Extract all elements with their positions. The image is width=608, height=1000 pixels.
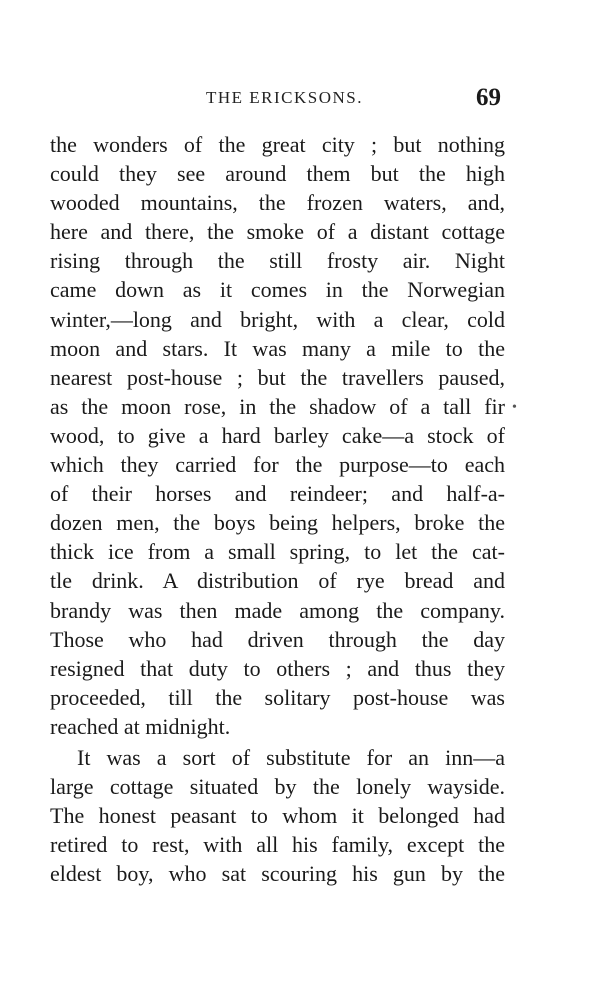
- text-line: resigned that duty to others ; and thus they: [50, 655, 505, 681]
- text-line: large cottage situated by the lonely wayside.: [50, 774, 505, 800]
- text-line: wood, to give a hard barley cake—a stock of: [50, 422, 505, 448]
- text-line: tle drink. A distribution of rye bread and: [50, 568, 505, 594]
- text-line: The honest peasant to whom it belonged had: [50, 803, 505, 829]
- paragraph-1: [50, 130, 505, 741]
- text-line: thick ice from a small spring, to let the cat-: [50, 539, 505, 565]
- text-line: brandy was then made among the company.: [50, 597, 505, 623]
- text-line: Those who had driven through the day: [50, 626, 505, 652]
- text-line: as the moon rose, in the shadow of a tall fir: [50, 393, 505, 419]
- text-line: rising through the still frosty air. Night: [50, 248, 505, 274]
- text-line: It was a sort of substitute for an inn—a: [77, 744, 505, 770]
- text-line: dozen men, the boys being helpers, broke the: [50, 510, 505, 536]
- text-line: winter,—long and bright, with a clear, cold: [50, 306, 505, 332]
- text-line: proceeded, till the solitary post-house was: [50, 684, 505, 710]
- text-line: nearest post-house ; but the travellers paused,: [50, 364, 505, 390]
- text-line: wooded mountains, the frozen waters, and,: [50, 190, 505, 216]
- text-line: eldest boy, who sat scouring his gun by the: [50, 861, 505, 887]
- text-line: could they see around them but the high: [50, 161, 505, 187]
- stray-ink-mark: •: [512, 400, 517, 415]
- running-head: [0, 84, 608, 114]
- paragraph-2: [50, 743, 505, 888]
- text-line: came down as it comes in the Norwegian: [50, 277, 505, 303]
- text-line: retired to rest, with all his family, except the: [50, 832, 505, 858]
- text-line: moon and stars. It was many a mile to the: [50, 335, 505, 361]
- text-line: reached at midnight.: [50, 713, 231, 739]
- text-line: of their horses and reindeer; and half-a-: [50, 481, 505, 507]
- running-title: THE ERICKSONS.: [206, 88, 364, 107]
- text-line: which they carried for the purpose—to each: [50, 452, 505, 478]
- text-line: the wonders of the great city ; but nothing: [50, 132, 505, 157]
- text-line: here and there, the smoke of a distant cottage: [50, 219, 505, 245]
- page-number: 69: [476, 84, 501, 111]
- body-text: [50, 130, 505, 888]
